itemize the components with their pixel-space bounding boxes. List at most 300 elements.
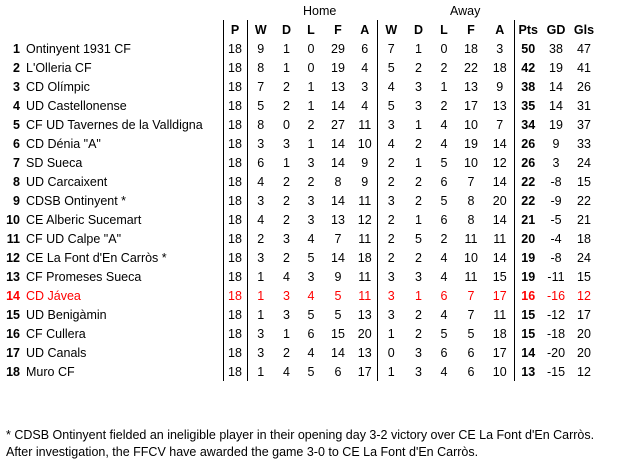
stat-cell: 3 (247, 191, 274, 210)
stat-cell: 3 (377, 191, 405, 210)
stat-cell: 18 (577, 231, 591, 246)
stat-cell: 6 (334, 364, 342, 379)
stat-cell: 2 (247, 229, 274, 248)
stat-cell: 2 (283, 345, 290, 360)
stat-cell: 2 (415, 60, 422, 75)
stat-cell: 3 (415, 269, 422, 284)
stat-cell: 4 (361, 98, 369, 113)
stat-cell: 5 (247, 96, 274, 115)
stat-cell: 18 (223, 210, 247, 229)
stat-cell: 18 (357, 250, 372, 265)
stat-cell: 2 (415, 174, 422, 189)
stat-cell: 2 (377, 248, 405, 267)
team-name-cell: CD Dénia "A" (26, 136, 101, 151)
position-cell: 3 (13, 79, 20, 94)
points-cell: 38 (514, 77, 542, 96)
stat-cell: 13 (331, 79, 345, 94)
stat-cell: 1 (307, 98, 315, 113)
stat-cell: 6 (361, 41, 369, 56)
stat-cell: 1 (247, 286, 274, 305)
team-name-cell: CD Olímpic (26, 79, 90, 94)
stat-cell: 2 (307, 117, 315, 132)
stat-cell: 2 (377, 229, 405, 248)
stat-cell: 2 (440, 60, 448, 75)
team-name-cell: UD Castellonense (26, 98, 127, 113)
stat-cell: 3 (415, 98, 422, 113)
stat-cell: 11 (358, 193, 372, 208)
points-cell: 22 (514, 172, 542, 191)
stat-cell: 2 (415, 136, 422, 151)
stat-cell: 0 (283, 117, 290, 132)
table-row (4, 343, 598, 362)
stat-cell: 3 (496, 41, 504, 56)
stat-cell: 5 (334, 307, 342, 322)
stat-cell: 8 (467, 193, 475, 208)
stat-cell: 3 (283, 136, 290, 151)
stat-cell: 5 (377, 58, 405, 77)
stat-cell: 4 (247, 210, 274, 229)
stat-cell: 5 (307, 250, 315, 265)
stat-cell: 3 (247, 343, 274, 362)
stat-cell: 0 (377, 343, 405, 362)
stat-cell: 13 (357, 345, 372, 360)
stat-cell: 18 (223, 305, 247, 324)
stat-cell: 3 (415, 79, 422, 94)
stat-cell: 18 (223, 324, 247, 343)
table-row (4, 248, 598, 267)
stat-cell: 18 (223, 153, 247, 172)
stat-cell: 2 (307, 174, 315, 189)
stat-cell: 18 (223, 77, 247, 96)
points-cell: 15 (514, 305, 542, 324)
stat-cell: 2 (377, 153, 405, 172)
stat-cell: 17 (464, 98, 478, 113)
stat-cell: 3 (377, 115, 405, 134)
position-cell: 8 (13, 174, 20, 189)
col-header: L (440, 22, 448, 37)
stat-cell: 11 (358, 231, 372, 246)
position-cell: 10 (6, 212, 20, 227)
stat-cell: 12 (357, 212, 372, 227)
stat-cell: 4 (361, 60, 369, 75)
stat-cell: 27 (331, 117, 345, 132)
table-row (4, 191, 598, 210)
stat-cell: 3 (307, 269, 315, 284)
stat-cell: -5 (550, 212, 562, 227)
position-cell: 9 (13, 193, 20, 208)
team-name-cell: L'Olleria CF (26, 60, 92, 75)
stat-cell: 4 (247, 172, 274, 191)
stat-cell: 13 (331, 212, 345, 227)
stat-cell: -4 (550, 231, 562, 246)
table-row (4, 362, 598, 381)
stat-cell: 3 (283, 288, 290, 303)
stat-cell: 7 (334, 231, 342, 246)
stat-cell: 2 (283, 193, 290, 208)
col-header: L (307, 22, 315, 37)
table-row (4, 305, 598, 324)
stat-cell: 11 (358, 288, 372, 303)
stat-cell: 14 (331, 250, 345, 265)
team-name-cell: CDSB Ontinyent * (26, 193, 127, 208)
stat-cell: 8 (247, 58, 274, 77)
stat-cell: 6 (247, 153, 274, 172)
stat-cell: -8 (550, 174, 562, 189)
stat-cell: 17 (357, 364, 372, 379)
position-cell: 5 (13, 117, 20, 132)
stat-cell: 10 (464, 117, 478, 132)
stat-cell: 14 (331, 345, 345, 360)
stat-cell: 2 (283, 250, 290, 265)
stat-cell: 6 (440, 345, 448, 360)
position-cell: 15 (6, 307, 20, 322)
away-group-header: Away (450, 4, 481, 18)
stat-cell: 18 (223, 58, 247, 77)
team-name-cell: UD Benigàmin (26, 307, 107, 322)
stat-cell: 5 (440, 326, 448, 341)
pos-header (4, 20, 24, 39)
stat-cell: 11 (358, 269, 372, 284)
stat-cell: 2 (377, 210, 405, 229)
stat-cell: 1 (415, 155, 422, 170)
stat-cell: 5 (440, 193, 448, 208)
stat-cell: 14 (549, 79, 563, 94)
col-header: D (413, 22, 424, 37)
table-row (4, 324, 598, 343)
stat-cell: 13 (492, 98, 507, 113)
position-cell: 16 (6, 326, 20, 341)
stat-cell: 5 (307, 307, 315, 322)
stat-cell: 3 (377, 267, 405, 286)
stat-cell: 11 (493, 307, 507, 322)
stat-cell: 14 (492, 136, 507, 151)
stat-cell: 10 (357, 136, 372, 151)
stat-cell: 13 (464, 79, 478, 94)
stat-cell: 4 (307, 345, 315, 360)
stat-cell: 14 (331, 193, 345, 208)
stat-cell: 18 (223, 115, 247, 134)
stat-cell: 4 (440, 364, 448, 379)
stat-cell: 1 (377, 324, 405, 343)
stat-cell: 1 (247, 267, 274, 286)
stat-cell: 7 (467, 307, 475, 322)
stat-cell: 2 (415, 193, 422, 208)
stat-cell: 6 (307, 326, 315, 341)
stat-cell: 1 (283, 60, 290, 75)
stat-cell: 14 (492, 250, 507, 265)
stat-cell: 10 (464, 250, 478, 265)
stat-cell: -18 (546, 326, 566, 341)
stat-cell: 29 (331, 41, 345, 56)
stat-cell: 18 (223, 362, 247, 381)
position-cell: 1 (13, 41, 20, 56)
table-row (4, 96, 598, 115)
col-header: Gls (573, 22, 595, 37)
table-row (4, 115, 598, 134)
stat-cell: 12 (577, 288, 591, 303)
stat-cell: 4 (307, 288, 315, 303)
team-name-cell: UD Canals (26, 345, 87, 360)
points-cell: 19 (514, 248, 542, 267)
stat-cell: 37 (577, 117, 591, 132)
col-header: Pts (514, 20, 542, 39)
col-header: F (334, 22, 342, 37)
stat-cell: 10 (464, 155, 478, 170)
stat-cell: 9 (361, 155, 369, 170)
stat-cell: 2 (440, 98, 448, 113)
stat-cell: 14 (331, 136, 345, 151)
stat-cell: 1 (247, 305, 274, 324)
team-name-cell: UD Carcaixent (26, 174, 108, 189)
stat-cell: 18 (223, 229, 247, 248)
stat-cell: -12 (546, 307, 566, 322)
stat-cell: -20 (546, 345, 566, 360)
stat-cell: 14 (492, 212, 507, 227)
table-body (4, 39, 598, 381)
stat-cell: 31 (577, 98, 591, 113)
column-header-row (4, 20, 598, 39)
stat-cell: 3 (247, 248, 274, 267)
stat-cell: 7 (496, 117, 504, 132)
stat-cell: 5 (334, 288, 342, 303)
stat-cell: 22 (464, 60, 478, 75)
col-header: A (495, 22, 505, 37)
stat-cell: 1 (415, 117, 422, 132)
stat-cell: 1 (283, 155, 290, 170)
stat-cell: 9 (247, 39, 274, 58)
stat-cell: 4 (283, 269, 290, 284)
points-cell: 20 (514, 229, 542, 248)
table-row (4, 267, 598, 286)
stat-cell: 3 (283, 231, 290, 246)
stat-cell: 21 (577, 212, 591, 227)
stat-cell: 12 (492, 155, 507, 170)
stat-cell: 2 (283, 79, 290, 94)
stat-cell: 19 (331, 60, 345, 75)
stat-cell: 4 (377, 134, 405, 153)
stat-cell: 8 (334, 174, 342, 189)
stat-cell: 18 (223, 39, 247, 58)
position-cell: 13 (6, 269, 20, 284)
stat-cell: 2 (415, 326, 422, 341)
stat-cell: 11 (464, 231, 478, 246)
stat-cell: 41 (577, 60, 591, 75)
stat-cell: 3 (307, 212, 315, 227)
stat-cell: 9 (496, 79, 504, 94)
stat-cell: 4 (283, 364, 290, 379)
table-row (4, 39, 598, 58)
stat-cell: 33 (577, 136, 591, 151)
team-name-cell: CF UD Tavernes de la Valldigna (26, 117, 203, 132)
team-name-cell: CD Jávea (26, 288, 81, 303)
col-header: P (223, 20, 247, 39)
stat-cell: 15 (331, 326, 345, 341)
stat-cell: 18 (492, 60, 507, 75)
stat-cell: 9 (334, 269, 342, 284)
points-cell: 35 (514, 96, 542, 115)
stat-cell: 1 (283, 41, 290, 56)
points-cell: 21 (514, 210, 542, 229)
stat-cell: 1 (283, 326, 290, 341)
stat-cell: 18 (492, 326, 507, 341)
stat-cell: 6 (440, 288, 448, 303)
team-name-cell: CE Alberic Sucemart (26, 212, 142, 227)
stat-cell: 0 (440, 41, 448, 56)
team-header (24, 20, 223, 39)
stat-cell: 18 (223, 248, 247, 267)
position-cell: 14 (6, 288, 20, 303)
points-cell: 15 (514, 324, 542, 343)
stat-cell: 4 (440, 250, 448, 265)
stat-cell: 5 (440, 155, 448, 170)
stat-cell: 1 (415, 41, 422, 56)
team-name-cell: CF Cullera (26, 326, 86, 341)
stat-cell: 38 (549, 41, 563, 56)
stat-cell: 7 (467, 174, 475, 189)
stat-cell: 18 (223, 172, 247, 191)
position-cell: 2 (13, 60, 20, 75)
team-name-cell: CF Promeses Sueca (26, 269, 142, 284)
stat-cell: 6 (440, 174, 448, 189)
stat-cell: 2 (283, 212, 290, 227)
stat-cell: 19 (549, 117, 563, 132)
table-row (4, 229, 598, 248)
stat-cell: 20 (577, 345, 591, 360)
stat-cell: 19 (549, 60, 563, 75)
stat-cell: 2 (283, 174, 290, 189)
col-header: GD (546, 22, 566, 37)
table-row (4, 286, 598, 305)
stat-cell: 5 (307, 364, 315, 379)
footnote (6, 427, 626, 461)
stat-cell: 3 (307, 155, 315, 170)
stat-cell: 4 (440, 136, 448, 151)
stat-cell: -8 (550, 250, 562, 265)
table-row (4, 153, 598, 172)
stat-cell: 17 (492, 288, 507, 303)
stat-cell: 14 (331, 98, 345, 113)
stat-cell: 15 (577, 174, 591, 189)
stat-cell: 1 (415, 288, 422, 303)
stat-cell: 18 (464, 41, 478, 56)
stat-cell: 14 (549, 98, 563, 113)
stat-cell: 12 (577, 364, 591, 379)
stat-cell: 18 (223, 96, 247, 115)
stat-cell: 2 (377, 172, 405, 191)
stat-cell: 6 (467, 345, 475, 360)
home-group-header: Home (303, 4, 337, 18)
stat-cell: 11 (358, 117, 372, 132)
position-cell: 7 (13, 155, 20, 170)
stat-cell: -15 (546, 364, 566, 379)
stat-cell: 2 (415, 250, 422, 265)
stat-cell: 6 (467, 364, 475, 379)
stat-cell: 3 (552, 155, 560, 170)
stat-cell: 18 (223, 343, 247, 362)
stat-cell: 15 (577, 269, 591, 284)
stat-cell: 5 (377, 96, 405, 115)
stat-cell: 24 (577, 155, 591, 170)
stat-cell: 1 (377, 362, 405, 381)
stat-cell: 18 (223, 134, 247, 153)
stat-cell: -9 (550, 193, 562, 208)
stat-cell: 4 (377, 77, 405, 96)
stat-cell: 2 (415, 307, 422, 322)
stat-cell: 2 (440, 231, 448, 246)
stat-cell: 3 (377, 305, 405, 324)
points-cell: 16 (514, 286, 542, 305)
stat-cell: 3 (415, 364, 422, 379)
team-name-cell: SD Sueca (26, 155, 83, 170)
points-cell: 50 (514, 39, 542, 58)
stat-cell: 4 (307, 231, 315, 246)
stat-cell: 17 (492, 345, 507, 360)
col-header: W (377, 20, 405, 39)
stat-cell: 0 (307, 60, 315, 75)
position-cell: 6 (13, 136, 20, 151)
team-name-cell: Muro CF (26, 364, 75, 379)
stat-cell: 1 (307, 136, 315, 151)
stat-cell: 3 (415, 345, 422, 360)
stat-cell: 8 (467, 212, 475, 227)
stat-cell: 3 (283, 307, 290, 322)
stat-cell: 3 (307, 193, 315, 208)
points-cell: 26 (514, 153, 542, 172)
stat-cell: 4 (440, 117, 448, 132)
stat-cell: 1 (307, 79, 315, 94)
points-cell: 34 (514, 115, 542, 134)
position-cell: 11 (6, 231, 20, 246)
stat-cell: 18 (223, 267, 247, 286)
stat-cell: 22 (577, 193, 591, 208)
stat-cell: 7 (247, 77, 274, 96)
points-cell: 22 (514, 191, 542, 210)
col-header: F (467, 22, 475, 37)
points-cell: 14 (514, 343, 542, 362)
stat-cell: 13 (357, 307, 372, 322)
stat-cell: 18 (223, 286, 247, 305)
col-header: W (247, 20, 274, 39)
stat-cell: 7 (467, 288, 475, 303)
stat-cell: 18 (223, 191, 247, 210)
stat-cell: -11 (547, 269, 565, 284)
stat-cell: 2 (283, 98, 290, 113)
points-cell: 13 (514, 362, 542, 381)
stat-cell: 6 (440, 212, 448, 227)
stat-cell: 20 (577, 326, 591, 341)
group-header-row (0, 4, 631, 20)
position-cell: 12 (6, 250, 20, 265)
team-name-cell: CE La Font d'En Carròs * (26, 250, 167, 265)
stat-cell: 14 (331, 155, 345, 170)
stat-cell: 17 (577, 307, 591, 322)
team-name-cell: Ontinyent 1931 CF (26, 41, 131, 56)
table-row (4, 77, 598, 96)
stat-cell: 9 (552, 136, 560, 151)
points-cell: 42 (514, 58, 542, 77)
points-cell: 19 (514, 267, 542, 286)
stat-cell: 47 (577, 41, 591, 56)
stat-cell: 20 (492, 193, 507, 208)
stat-cell: 3 (361, 79, 369, 94)
table-row (4, 210, 598, 229)
stat-cell: 19 (464, 136, 478, 151)
position-cell: 18 (6, 364, 20, 379)
stat-cell: 10 (492, 364, 507, 379)
stat-cell: 8 (247, 115, 274, 134)
stat-cell: 20 (357, 326, 372, 341)
stat-cell: 1 (440, 79, 448, 94)
